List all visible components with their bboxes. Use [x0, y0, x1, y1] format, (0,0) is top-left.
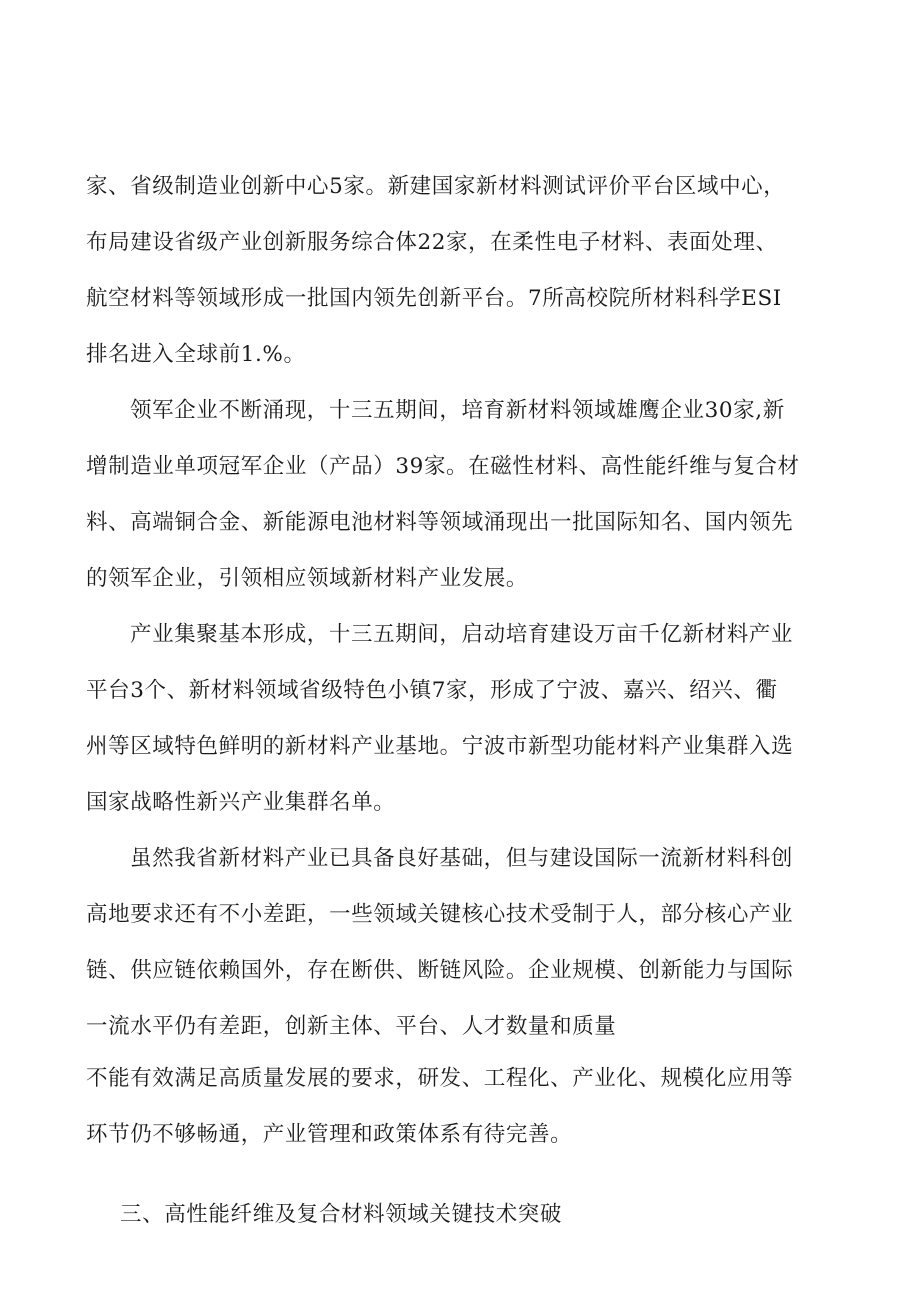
paragraph-4-line-6: 环节仍不够畅通，产业管理和政策体系有待完善。 [86, 1122, 573, 1147]
paragraph-4-line-4: 一流水平仍有差距，创新主体、平台、人才数量和质量 [86, 1014, 617, 1039]
paragraph-2-line-1: 领军企业不断涌现，十三五期间，培育新材料领域雄鹰企业30家,新 [130, 398, 785, 423]
paragraph-3-line-1: 产业集聚基本形成，十三五期间，启动培育建设万亩千亿新材料产业 [130, 622, 794, 647]
section-heading: 三、高性能纤维及复合材料领域关键技术突破 [120, 1202, 563, 1227]
paragraph-3-line-3: 州等区域特色鲜明的新材料产业基地。宁波市新型功能材料产业集群入选 [86, 734, 794, 759]
paragraph-4-line-3: 链、供应链依赖国外，存在断供、断链风险。企业规模、创新能力与国际 [86, 958, 794, 983]
paragraph-3-line-2: 平台3个、新材料领域省级特色小镇7家，形成了宁波、嘉兴、绍兴、衢 [86, 678, 778, 703]
paragraph-1-line-1: 家、省级制造业创新中心5家。新建国家新材料测试评价平台区域中心， [86, 174, 786, 199]
paragraph-3-line-4: 国家战略性新兴产业集群名单。 [86, 790, 396, 815]
paragraph-1-line-2: 布局建设省级产业创新服务综合体22家，在柔性电子材料、表面处理、 [86, 230, 778, 255]
paragraph-2-line-3: 料、高端铜合金、新能源电池材料等领域涌现出一批国际知名、国内领先 [86, 510, 794, 535]
paragraph-4-line-2: 高地要求还有不小差距，一些领域关键核心技术受制于人，部分核心产业 [86, 902, 794, 927]
paragraph-2-line-4: 的领军企业，引领相应领域新材料产业发展。 [86, 566, 529, 591]
paragraph-4-line-5: 不能有效满足高质量发展的要求，研发、工程化、产业化、规模化应用等 [86, 1066, 794, 1091]
paragraph-1-line-4: 排名进入全球前1.%。 [86, 342, 306, 367]
paragraph-1-line-3: 航空材料等领域形成一批国内领先创新平台。7所高校院所材料科学ESI [86, 286, 782, 311]
paragraph-4-line-1: 虽然我省新材料产业已具备良好基础，但与建设国际一流新材料科创 [130, 846, 794, 871]
paragraph-2-line-2: 增制造业单项冠军企业（产品）39家。在磁性材料、高性能纤维与复合材 [86, 454, 800, 479]
